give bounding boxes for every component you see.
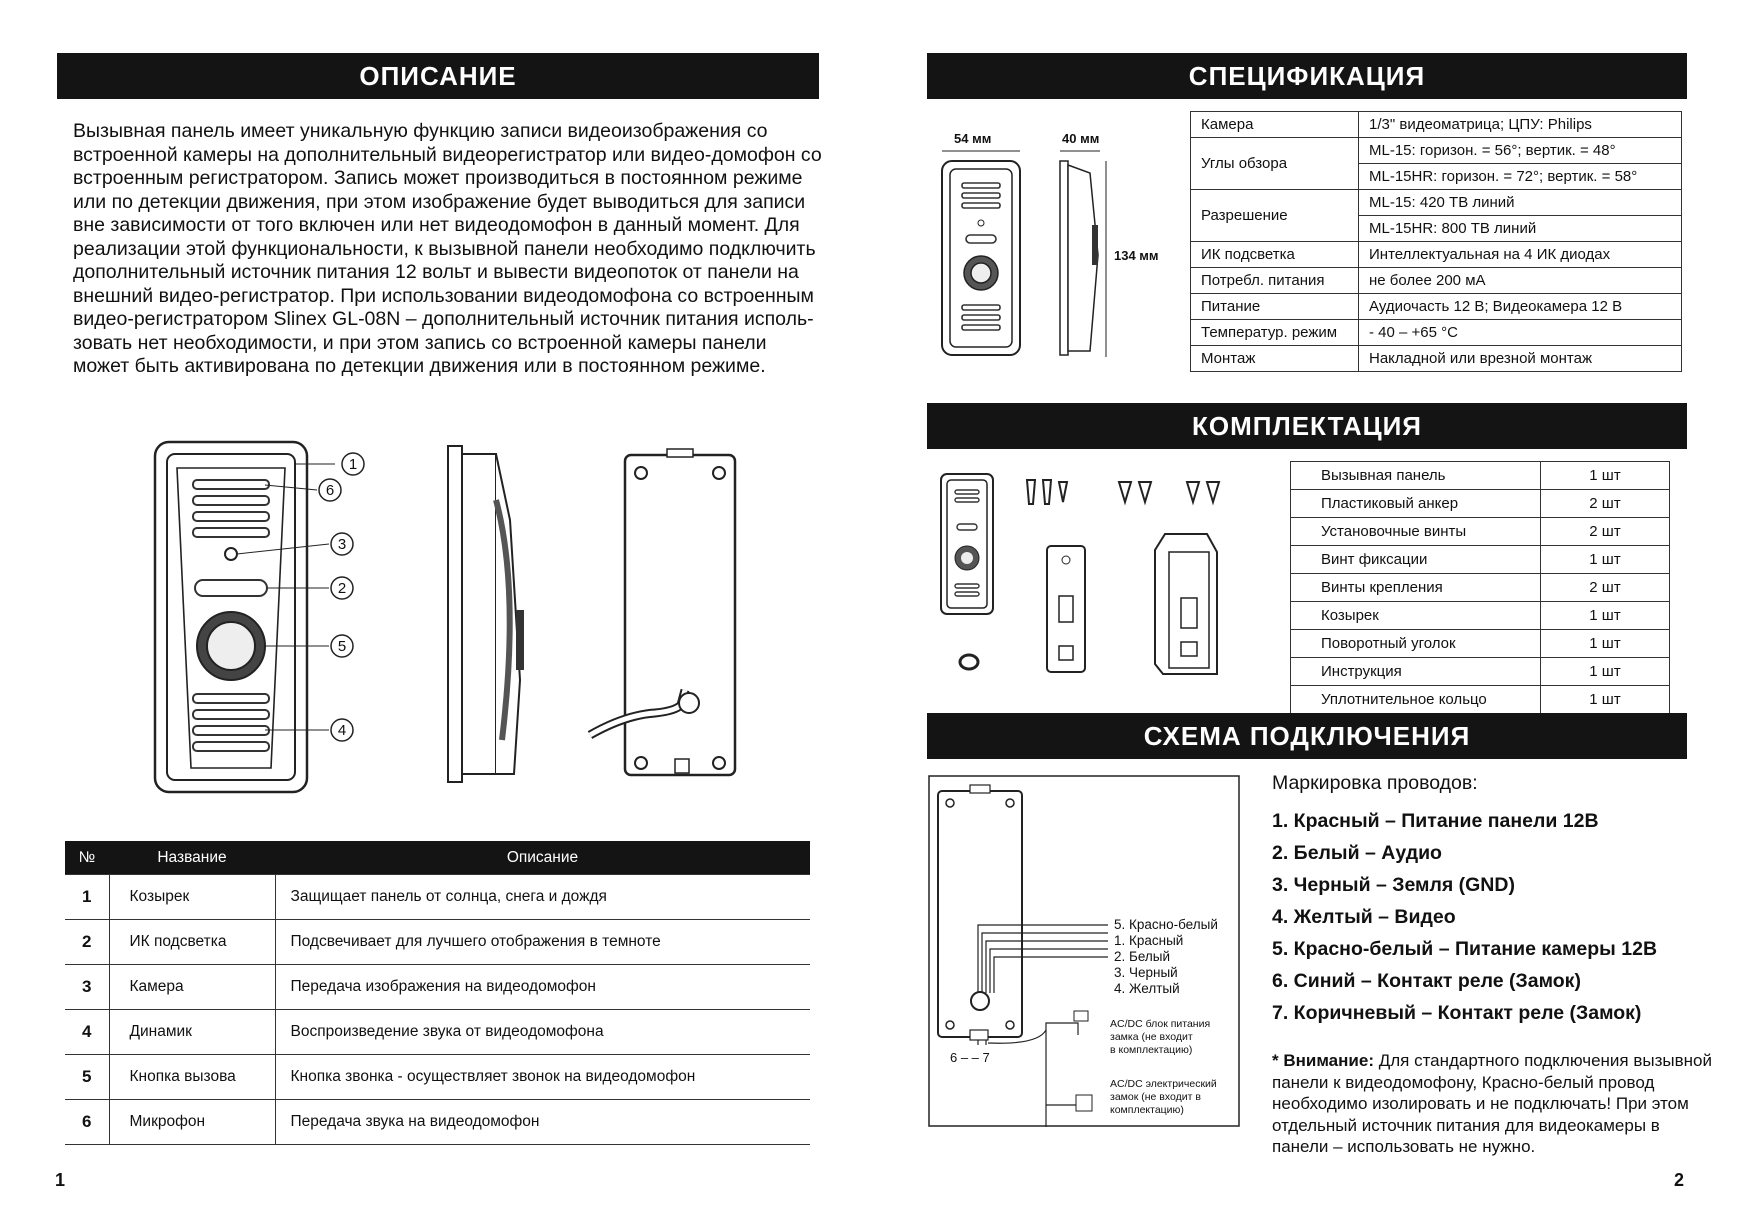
kit-qty: 1 шт — [1541, 630, 1670, 658]
spec-value: не более 200 мА — [1359, 268, 1682, 294]
description-text: Вызывная панель имеет уникальную функцию записи видеоизображения со встроенной камеры на дополнительный видеорегистратор или видео-домофон со встроенным регистратором. Запись может производиться в постоянном режиме или по детекции движения, при этом изображение будет выводиться для записи вне зависимости от того включен или нет видеодомофон в данный момент. Для реализации этой функциональности, к вызывной панели необходимо подключить дополнительный источник питания 12 вольт и вывести видеопоток от панели на внешний видео-регистратор. При использовании видеодомофона со встроенным видео-регистратором Slinex GL-08N – дополнительный источник питания исполь-зовать нет необходимости, и при этом запись со встроенной камеры панели может быть активирована по детекции движения или в постоянном режиме. — [73, 120, 822, 377]
table-row — [65, 965, 810, 1010]
table-row — [65, 1010, 810, 1055]
cell-number: 3 — [65, 965, 109, 1010]
list-item: 5. Красно-белый – Питание камеры 12В — [1272, 938, 1658, 960]
spec-label: ИК подсветка — [1191, 242, 1359, 268]
list-item: 1. Красный – Питание панели 12В — [1272, 810, 1599, 832]
wire-label-3: 3. Черный — [1114, 965, 1178, 980]
kit-item: Установочные винты — [1291, 518, 1541, 546]
kit-item: Поворотный уголок — [1291, 630, 1541, 658]
callout-4: 4 — [337, 722, 347, 739]
cell-name: Козырек — [109, 875, 275, 920]
list-item: 3. Черный – Земля (GND) — [1272, 874, 1515, 896]
table-row — [1291, 630, 1670, 658]
col-description: Описание — [275, 841, 810, 875]
cell-description: Подсвечивает для лучшего отображения в темноте — [275, 920, 810, 965]
spec-header: СПЕЦИФИКАЦИЯ — [927, 53, 1687, 99]
lock-label-2: замок (не входит в — [1110, 1091, 1201, 1103]
panel-back-diagram — [585, 445, 755, 785]
attention-label: * Внимание: — [1272, 1051, 1374, 1070]
wire-marking-title: Маркировка проводов: — [1272, 772, 1478, 794]
cell-description: Кнопка звонка - осуществляет звонок на видеодомофон — [275, 1055, 810, 1100]
table-row — [1291, 602, 1670, 630]
spec-label: Углы обзора — [1191, 138, 1359, 190]
spec-label: Потребл. питания — [1191, 268, 1359, 294]
spec-table — [1190, 111, 1682, 372]
spec-value: ML-15: 420 ТВ линий — [1359, 190, 1682, 216]
table-row — [1291, 490, 1670, 518]
spec-value: Накладной или врезной монтаж — [1359, 346, 1682, 372]
kit-item: Козырек — [1291, 602, 1541, 630]
spec-label: Камера — [1191, 112, 1359, 138]
spec-row-consumption — [1191, 268, 1682, 294]
wire-label-1: 1. Красный — [1114, 933, 1184, 948]
table-row — [65, 875, 810, 920]
kit-illustration — [935, 468, 1235, 688]
spec-label: Монтаж — [1191, 346, 1359, 372]
dim-width: 54 мм — [954, 131, 992, 146]
table-row — [1291, 574, 1670, 602]
psu-label-3: в комплектацию) — [1110, 1044, 1193, 1056]
callout-6: 6 — [325, 482, 335, 499]
wiring-header: СХЕМА ПОДКЛЮЧЕНИЯ — [927, 713, 1687, 759]
callout-2: 2 — [337, 580, 347, 597]
cell-description: Передача изображения на видеодомофон — [275, 965, 810, 1010]
spec-value: - 40 – +65 °С — [1359, 320, 1682, 346]
panel-front-diagram — [145, 432, 375, 804]
psu-label-1: AC/DC блок питания — [1110, 1018, 1211, 1030]
description-header: ОПИСАНИЕ — [57, 53, 819, 99]
wire-label-2: 2. Белый — [1114, 949, 1171, 964]
cell-description: Защищает панель от солнца, снега и дождя — [275, 875, 810, 920]
kit-qty: 1 шт — [1541, 686, 1670, 714]
callout-5: 5 — [337, 638, 347, 655]
psu-label-2: замка (не входит — [1110, 1031, 1193, 1043]
spec-value: 1/3" видеоматрица; ЦПУ: Philips — [1359, 112, 1682, 138]
kit-qty: 2 шт — [1541, 518, 1670, 546]
kit-item: Винт фиксации — [1291, 546, 1541, 574]
cell-name: Микрофон — [109, 1100, 275, 1145]
spec-label: Разрешение — [1191, 190, 1359, 242]
page-number-right: 2 — [1674, 1170, 1685, 1190]
table-row — [1291, 686, 1670, 714]
wire-label-5: 5. Красно-белый — [1114, 917, 1218, 932]
cell-number: 4 — [65, 1010, 109, 1055]
table-row — [65, 1100, 810, 1145]
table-row — [1291, 462, 1670, 490]
dim-height: 134 мм — [1114, 248, 1159, 263]
page-number-left: 1 — [55, 1170, 66, 1190]
kit-item: Вызывная панель — [1291, 462, 1541, 490]
spec-row-ir — [1191, 242, 1682, 268]
spec-label: Температур. режим — [1191, 320, 1359, 346]
kit-qty: 1 шт — [1541, 462, 1670, 490]
kit-table — [1290, 461, 1670, 714]
spec-value: ML-15HR: 800 ТВ линий — [1359, 216, 1682, 242]
callout-1: 1 — [348, 456, 358, 473]
kit-qty: 2 шт — [1541, 490, 1670, 518]
wire-label-4: 4. Желтый — [1114, 981, 1180, 996]
parts-table — [65, 841, 810, 1145]
attention-text: Для стандартного подключения вызывной панели к видеодомофону, Красно-белый провод необходимо изолировать и не подключать! При этом отдельный источник питания для видеокамеры в панели – использовать не нужно. — [1272, 1051, 1712, 1156]
list-item: 6. Синий – Контакт реле (Замок) — [1272, 970, 1581, 992]
table-row — [1291, 658, 1670, 686]
kit-item: Винты крепления — [1291, 574, 1541, 602]
spec-row-mounting — [1191, 346, 1682, 372]
list-item: 2. Белый – Аудио — [1272, 842, 1442, 864]
table-row — [65, 1055, 810, 1100]
cell-name: Динамик — [109, 1010, 275, 1055]
wire-list — [1272, 805, 1692, 1029]
lock-label-3: комплектацию) — [1110, 1104, 1184, 1116]
cell-description: Передача звука на видеодомофон — [275, 1100, 810, 1145]
spec-row-resolution — [1191, 190, 1682, 216]
spec-value: Интеллектуальная на 4 ИК диодах — [1359, 242, 1682, 268]
cell-name: Камера — [109, 965, 275, 1010]
cell-number: 6 — [65, 1100, 109, 1145]
table-row — [1291, 546, 1670, 574]
spec-row-angles — [1191, 138, 1682, 164]
contacts-label: 6 – – 7 — [950, 1050, 990, 1065]
kit-qty: 1 шт — [1541, 602, 1670, 630]
wiring-diagram — [928, 775, 1240, 1127]
kit-qty: 1 шт — [1541, 658, 1670, 686]
attention-note — [1272, 1050, 1712, 1158]
lock-label-1: AC/DC электрический — [1110, 1078, 1217, 1090]
spec-label: Питание — [1191, 294, 1359, 320]
cell-name: ИК подсветка — [109, 920, 275, 965]
cell-number: 2 — [65, 920, 109, 965]
cell-number: 5 — [65, 1055, 109, 1100]
cell-description: Воспроизведение звука от видеодомофона — [275, 1010, 810, 1055]
spec-row-camera — [1191, 112, 1682, 138]
dimension-drawing — [930, 125, 1180, 365]
kit-header: КОМПЛЕКТАЦИЯ — [927, 403, 1687, 449]
kit-qty: 1 шт — [1541, 546, 1670, 574]
spec-value: ML-15: горизон. = 56°; вертик. = 48° — [1359, 138, 1682, 164]
callout-3: 3 — [337, 536, 347, 553]
cell-name: Кнопка вызова — [109, 1055, 275, 1100]
table-row — [65, 920, 810, 965]
kit-item: Уплотнительное кольцо — [1291, 686, 1541, 714]
parts-table-header — [65, 841, 810, 875]
spec-value: ML-15HR: горизон. = 72°; вертик. = 58° — [1359, 164, 1682, 190]
col-number: № — [65, 841, 109, 875]
kit-item: Инструкция — [1291, 658, 1541, 686]
col-name: Название — [109, 841, 275, 875]
kit-item: Пластиковый анкер — [1291, 490, 1541, 518]
spec-row-temperature — [1191, 320, 1682, 346]
spec-row-power — [1191, 294, 1682, 320]
kit-qty: 2 шт — [1541, 574, 1670, 602]
panel-side-diagram — [440, 440, 540, 790]
table-row — [1291, 518, 1670, 546]
dim-depth: 40 мм — [1062, 131, 1100, 146]
spec-value: Аудиочасть 12 В; Видеокамера 12 В — [1359, 294, 1682, 320]
list-item: 4. Желтый – Видео — [1272, 906, 1456, 928]
cell-number: 1 — [65, 875, 109, 920]
list-item: 7. Коричневый – Контакт реле (Замок) — [1272, 1002, 1642, 1024]
